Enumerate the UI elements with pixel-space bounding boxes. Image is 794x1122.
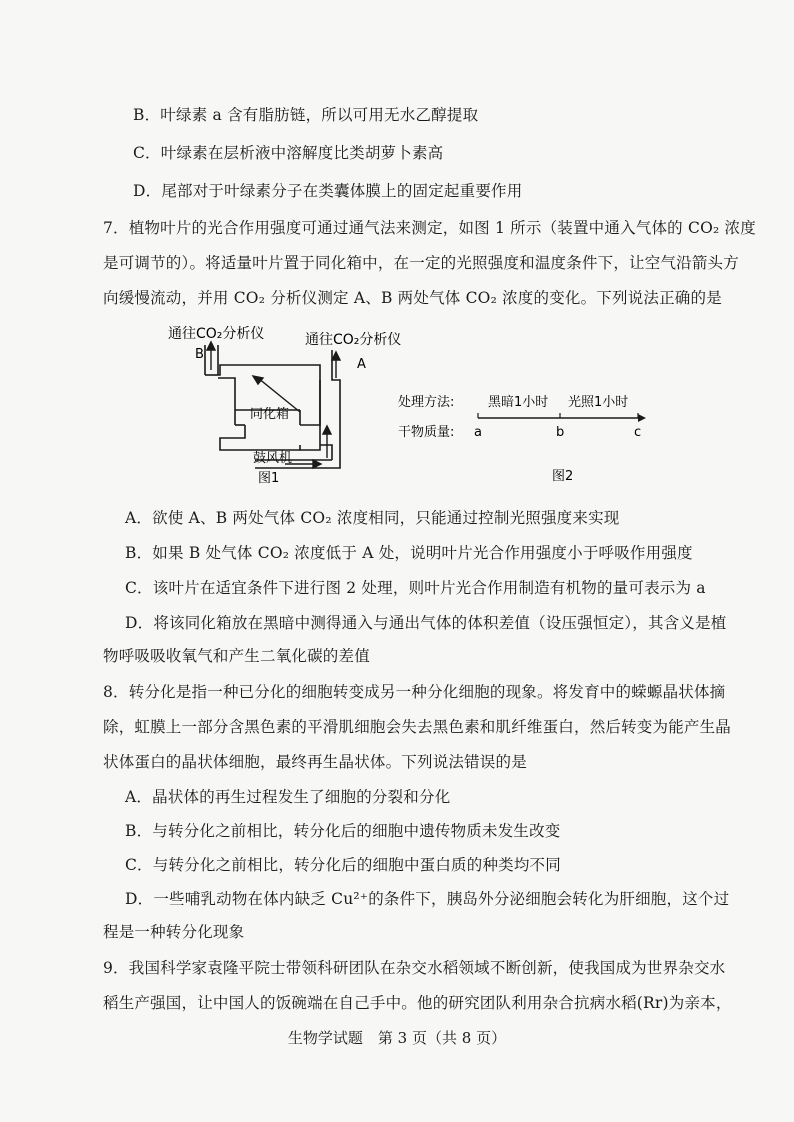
- q8-option-b: B．与转分化之前相比，转分化后的细胞中遗传物质未发生改变: [125, 822, 561, 840]
- q6-option-d: D．尾部对于叶绿素分子在类囊体膜上的固定起重要作用: [133, 182, 523, 200]
- q8-option-a: A．晶状体的再生过程发生了细胞的分裂和分化: [125, 788, 451, 806]
- q7-option-b: B．如果 B 处气体 CO₂ 浓度低于 A 处，说明叶片光合作用强度小于呼吸作用强度: [125, 544, 693, 562]
- fig1-assimilation-box: 同化箱: [250, 407, 290, 422]
- fig2-tick-a: a: [474, 425, 482, 440]
- q8-stem-line-1: 8．转分化是指一种已分化的细胞转变成另一种分化细胞的现象。将发育中的蝾螈晶状体摘: [103, 683, 726, 701]
- q7-option-d-line-1: D．将该同化箱放在黑暗中测得通入与通出气体的体积差值（设压强恒定），其含义是植: [125, 614, 727, 632]
- fig2-row2-label: 干物质量:: [398, 425, 455, 440]
- fig2-axis-arrow: [638, 414, 646, 422]
- fig1-point-a: A: [357, 357, 366, 372]
- q8-stem-line-3: 状体蛋白的晶状体细胞，最终再生晶状体。下列说法错误的是: [103, 753, 527, 771]
- figure-1-apparatus: [168, 325, 401, 486]
- q7-stem-line-3: 向缓慢流动，并用 CO₂ 分析仪测定 A、B 两处气体 CO₂ 浓度的变化。下列说法正确的是: [103, 289, 722, 307]
- q8-option-d-line-2: 程是一种转分化现象: [103, 923, 245, 941]
- fig2-row1-label: 处理方法:: [398, 395, 455, 410]
- q6-option-b: B．叶绿素 a 含有脂肪链，所以可用无水乙醇提取: [133, 106, 479, 124]
- fig1-label-right: 通往CO₂分析仪: [305, 332, 402, 348]
- q8-option-d-line-1: D．一些哺乳动物在体内缺乏 Cu²⁺的条件下，胰岛外分泌细胞会转化为肝细胞，这个过: [125, 890, 730, 908]
- q6-option-c: C．叶绿素在层析液中溶解度比类胡萝卜素高: [133, 144, 444, 162]
- q8-option-c: C．与转分化之前相比，转分化后的细胞中蛋白质的种类均不同: [125, 856, 561, 874]
- fig2-phase-dark: 黑暗1小时: [488, 395, 549, 410]
- q7-option-d-line-2: 物呼吸吸收氧气和产生二氧化碳的差值: [103, 647, 370, 665]
- fig1-label-left: 通往CO₂分析仪: [168, 326, 265, 342]
- page-footer: 生物学试题 第 3 页（共 8 页）: [287, 1029, 507, 1047]
- fig1-fan: 鼓风机: [253, 451, 293, 466]
- fig1-caption: 图1: [258, 471, 280, 486]
- fig2-tick-b: b: [556, 425, 565, 440]
- q9-stem-line-1: 9．我国科学家袁隆平院士带领科研团队在杂交水稻领域不断创新，使我国成为世界杂交水: [103, 959, 726, 977]
- q9-stem-line-2: 稻生产强国，让中国人的饭碗端在自己手中。他的研究团队利用杂合抗病水稻(Rr)为亲本，: [103, 994, 732, 1012]
- q7-stem-line-1: 7．植物叶片的光合作用强度可通过通气法来测定，如图 1 所示（装置中通入气体的 CO₂ 浓度: [103, 219, 756, 237]
- q7-stem-line-2: 是可调节的）。将适量叶片置于同化箱中，在一定的光照强度和温度条件下，让空气沿箭头方: [103, 254, 739, 272]
- fig2-phase-light: 光照1小时: [568, 395, 629, 410]
- fig2-tick-c: c: [634, 425, 642, 440]
- fig1-point-b: B: [195, 347, 204, 362]
- fig2-caption: 图2: [552, 469, 574, 484]
- figure-2-timeline: [398, 394, 646, 484]
- q7-figures: [160, 320, 680, 490]
- q7-option-c: C．该叶片在适宜条件下进行图 2 处理，则叶片光合作用制造有机物的量可表示为 a: [125, 579, 706, 597]
- q8-stem-line-2: 除，虹膜上一部分含黑色素的平滑肌细胞会失去黑色素和肌纤维蛋白，然后转变为能产生晶: [103, 718, 732, 736]
- q7-option-a: A．欲使 A、B 两处气体 CO₂ 浓度相同，只能通过控制光照强度来实现: [125, 509, 620, 527]
